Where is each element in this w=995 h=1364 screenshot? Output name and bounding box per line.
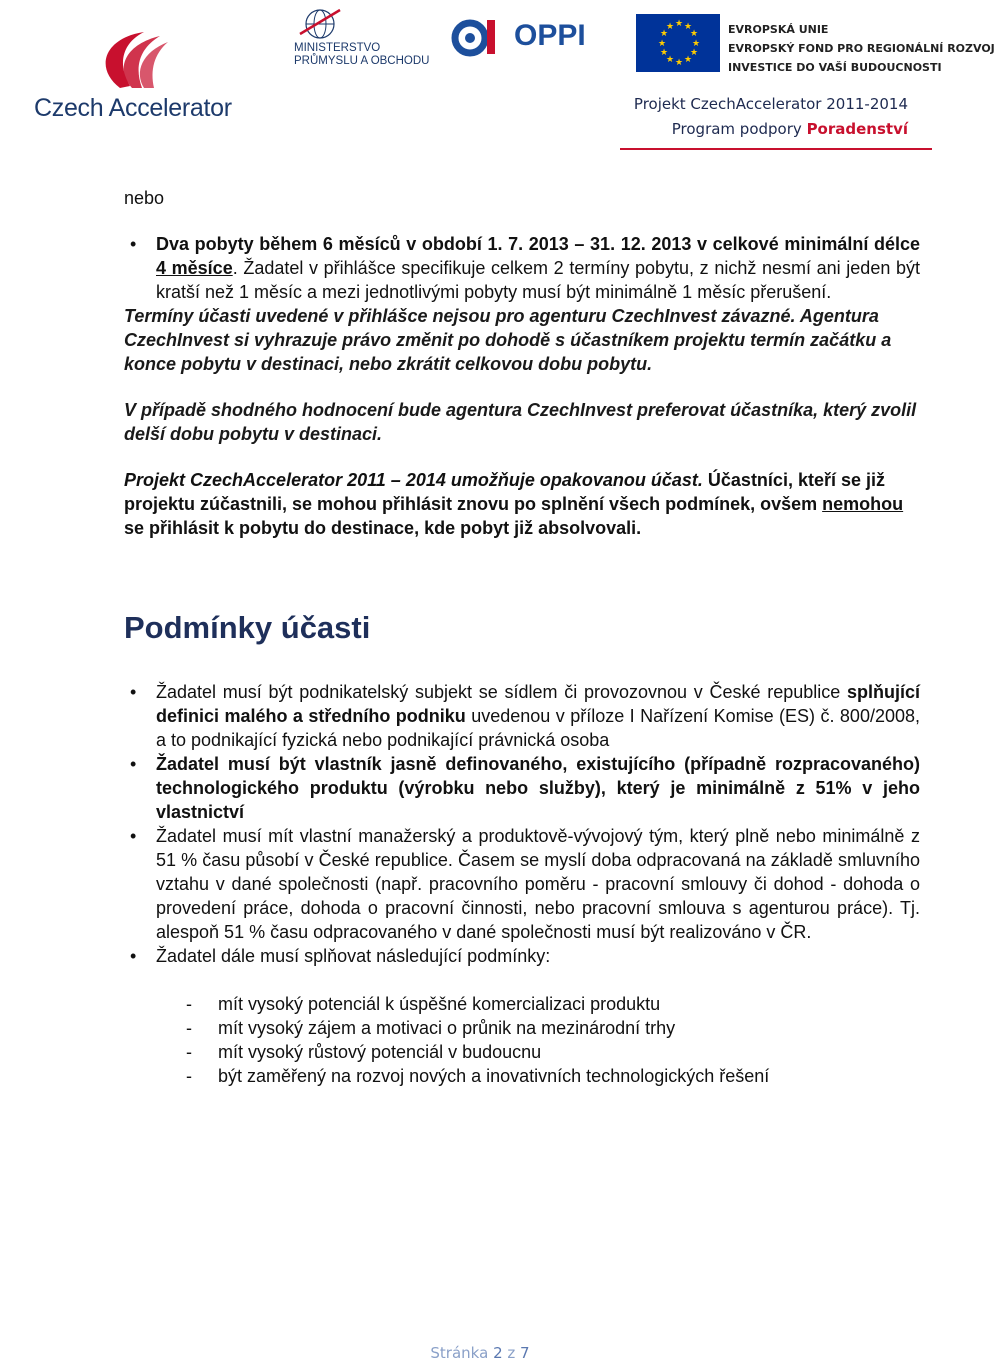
ribbon-logo-icon xyxy=(34,28,284,98)
list-item: • Žadatel musí být podnikatelský subjekt se sídlem či provozovnou v České republice splňující definici malého a středního podniku uvedenou v příloze I Nařízení Komise (ES) č. 800/2008, a to podnikající fyzická nebo podnikající právnická osoba xyxy=(124,680,920,752)
ministry-line-2: PRŮMYSLU A OBCHODU xyxy=(294,55,430,67)
svg-text:★: ★ xyxy=(666,22,675,32)
conditions-list xyxy=(124,680,920,968)
eu-flag-icon xyxy=(636,14,720,72)
svg-text:★: ★ xyxy=(675,19,684,29)
option-bold: Dva pobyty během 6 měsíců v období 1. 7. 2013 – 31. 12. 2013 v celkové minimální délce xyxy=(156,234,920,254)
section-heading: Podmínky účasti xyxy=(124,610,371,645)
svg-text:★: ★ xyxy=(684,55,693,65)
page-total: 7 xyxy=(520,1344,530,1362)
list-item: • Žadatel musí být vlastník jasně definovaného, existujícího (případně rozpracovaného) technologického produktu (výrobku nebo služby), který je minimálně z 51% v jeho vlastnictví xyxy=(124,752,920,824)
page-number: 2 xyxy=(493,1344,503,1362)
page-header xyxy=(0,0,995,152)
terms-paragraph: Termíny účasti uvedené v přihlášce nejsou pro agenturu CzechInvest závazné. Agentura CzechInvest si vyhrazuje právo změnit po dohodě s účastníkem projektu termín začátku a konce pobytu v destinaci, nebo zkrátit celkovou dobu pobytu. xyxy=(124,306,892,374)
list-item: - mít vysoký zájem a motivaci o průnik na mezinárodní trhy xyxy=(124,1016,920,1040)
program-line xyxy=(672,120,908,138)
footer-label: Stránka xyxy=(430,1344,489,1362)
logo-text: Czech Accelerator xyxy=(34,94,232,122)
option-underlined: 4 měsíce xyxy=(156,258,233,278)
list-item: - být zaměřený na rozvoj nových a inovativních technologických řešení xyxy=(124,1064,920,1088)
option-list xyxy=(124,232,920,304)
page-footer xyxy=(0,1344,960,1362)
oppi-logo xyxy=(450,14,600,58)
list-item: • Žadatel musí mít vlastní manažerský a produktově-vývojový tým, který plně nebo minimálně z 51 % času působí v České republice. Časem se myslí doba odpracovaná na základě smluvního vztahu v dané společnosti (např. pracovního poměru - pracovní smlouvy či dohod - dohoda o provedení práce, dohoda o pracovní činnosti, nebo pracovní smlouva s agenturou práce). Tj. alespoň 51 % času odpracovaného v dané společnosti musí být realizováno v ČR. xyxy=(124,824,920,944)
requirements-list xyxy=(124,992,920,1088)
ministry-line-1: MINISTERSTVO xyxy=(294,42,381,54)
repeat-paragraph: Projekt CzechAccelerator 2011 – 2014 umožňuje opakovanou účast. Účastníci, kteří se již projektu zúčastnili, se mohou přihlásit znovu po splnění všech podmínek, ovšem nemohou se přihlásit k pobytu do destinace, kde pobyt již absolvovali. xyxy=(124,470,904,538)
option-rest: . Žadatel v přihlášce specifikuje celkem 2 termíny pobytu, z nichž nesmí ani jeden být kratší než 1 měsíc a mezi jednotlivými pobyty musí být minimálně 1 měsíc přerušení. xyxy=(156,258,920,302)
program-name: Poradenství xyxy=(806,120,908,138)
svg-text:★: ★ xyxy=(692,39,701,49)
nebo-text: nebo xyxy=(124,188,165,208)
svg-text:★: ★ xyxy=(690,48,699,58)
header-divider xyxy=(620,148,932,150)
svg-text:★: ★ xyxy=(690,29,699,39)
eu-line-2: EVROPSKÝ FOND PRO REGIONÁLNÍ ROZVOJ xyxy=(728,42,995,55)
svg-text:★: ★ xyxy=(666,55,675,65)
czech-accelerator-logo xyxy=(34,28,284,128)
oppi-mark-icon xyxy=(450,14,510,58)
svg-text:★: ★ xyxy=(675,58,684,68)
project-title: Projekt CzechAccelerator 2011-2014 xyxy=(633,95,908,113)
footer-sep: z xyxy=(507,1344,516,1362)
eu-text-block xyxy=(728,20,995,77)
oppi-text: OPPI xyxy=(514,19,586,52)
svg-text:★: ★ xyxy=(660,29,669,39)
ministry-logo xyxy=(292,6,442,70)
eu-line-1: EVROPSKÁ UNIE xyxy=(728,23,829,36)
list-item xyxy=(124,232,920,304)
svg-text:★: ★ xyxy=(660,48,669,58)
eu-line-3: INVESTICE DO VAŠÍ BUDOUCNOSTI xyxy=(728,61,942,74)
repeat-underlined: nemohou xyxy=(822,494,904,514)
svg-text:★: ★ xyxy=(658,39,667,49)
globe-icon xyxy=(292,6,352,40)
list-item: - mít vysoký potenciál k úspěšné komercializaci produktu xyxy=(124,992,920,1016)
list-item: - mít vysoký růstový potenciál v budoucnu xyxy=(124,1040,920,1064)
program-prefix: Program podpory xyxy=(671,120,802,138)
repeat-lead: Projekt CzechAccelerator 2011 – 2014 umožňuje opakovanou účast. xyxy=(124,470,703,490)
list-item: • Žadatel dále musí splňovat následující podmínky: xyxy=(124,944,920,968)
preference-paragraph: V případě shodného hodnocení bude agentura CzechInvest preferovat účastníka, který zvolil delší dobu pobytu v destinaci. xyxy=(124,400,917,444)
document-body xyxy=(124,186,920,1088)
svg-text:★: ★ xyxy=(684,22,693,32)
